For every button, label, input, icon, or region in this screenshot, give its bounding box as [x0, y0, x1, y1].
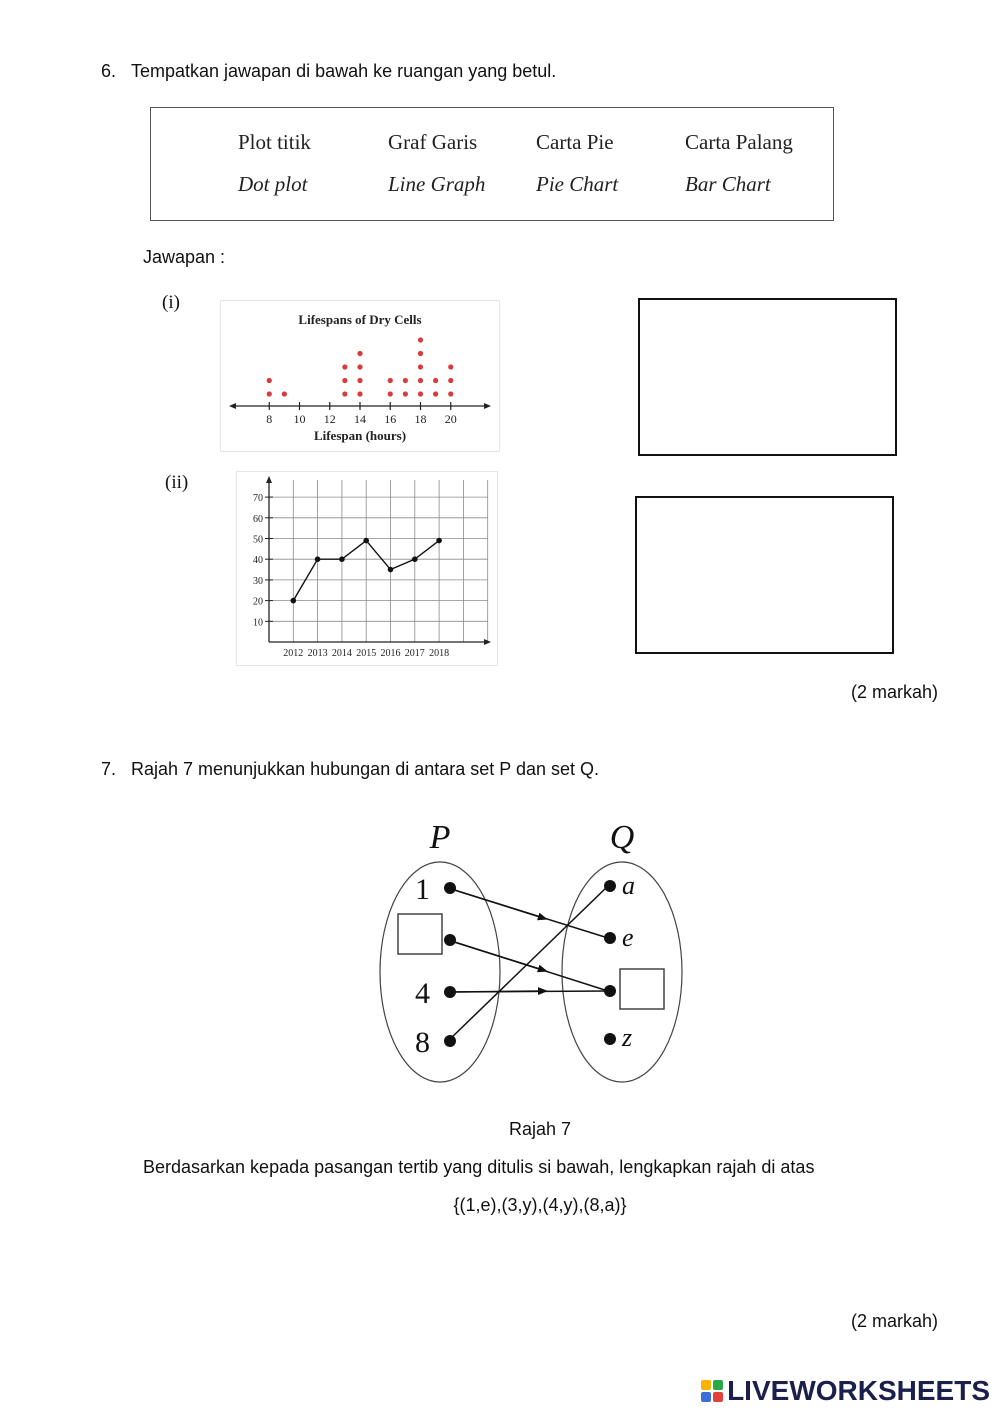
set-p-ellipse: [380, 862, 500, 1082]
y-tick-label: 10: [253, 617, 263, 629]
q-dot-1: [604, 880, 616, 892]
question-number: 6.: [101, 61, 117, 81]
logo-square: [701, 1380, 711, 1390]
p-dot-4: [444, 1035, 456, 1047]
logo-square: [713, 1380, 723, 1390]
x-tick-label: 2016: [380, 648, 401, 659]
dot-plot-figure: [220, 300, 500, 452]
dot-marker: [418, 364, 423, 369]
x-tick-label: 2014: [331, 648, 352, 659]
y-axis-arrow: [266, 476, 272, 483]
dot-marker: [388, 378, 393, 383]
p-element-4: 8: [415, 1026, 430, 1059]
liveworksheets-logo: [701, 1375, 990, 1407]
y-tick-label: 30: [253, 575, 263, 587]
word-bank-english-4[interactable]: Bar Chart: [685, 172, 771, 196]
answer-box-i[interactable]: [638, 298, 897, 456]
x-tick-label: 2015: [356, 648, 377, 659]
p-element-3: 4: [415, 977, 430, 1010]
p-dot-2: [444, 934, 456, 946]
y-tick-label: 40: [253, 555, 263, 567]
q7-marks: (2 markah): [850, 1311, 938, 1331]
part-i-label: (i): [162, 292, 180, 313]
p-dot-1: [444, 882, 456, 894]
dot-marker: [403, 391, 408, 396]
dot-marker: [448, 391, 453, 396]
dot-marker: [357, 378, 362, 383]
logo-icon: [701, 1380, 723, 1402]
dot-marker: [357, 364, 362, 369]
word-bank-malay-4[interactable]: Carta Palang: [685, 130, 793, 154]
q-element-4: z: [622, 1023, 633, 1052]
dot-marker: [448, 364, 453, 369]
x-tick-label: 14: [354, 412, 366, 426]
q-dot-4: [604, 1033, 616, 1045]
question-6-prompt: [101, 61, 556, 82]
dot-marker: [267, 378, 272, 383]
data-point: [363, 538, 369, 544]
dot-marker: [388, 391, 393, 396]
axis-arrow-right: [484, 403, 491, 409]
word-bank-malay-3[interactable]: Carta Pie: [536, 130, 614, 154]
q-dot-2: [604, 932, 616, 944]
chart-title: Lifespans of Dry Cells: [298, 312, 422, 327]
word-bank-box: [150, 107, 834, 221]
question-text: Tempatkan jawapan di bawah ke ruangan yang betul.: [131, 61, 557, 81]
dot-marker: [267, 391, 272, 396]
x-axis-label: Lifespan (hours): [313, 428, 407, 443]
data-point: [291, 598, 297, 604]
dot-marker: [448, 378, 453, 383]
y-tick-label: 50: [253, 534, 263, 546]
dot-marker: [418, 378, 423, 383]
q-dot-3: [604, 985, 616, 997]
dot-marker: [357, 391, 362, 396]
dot-marker: [357, 351, 362, 356]
part-ii-label: (ii): [165, 472, 189, 493]
x-tick-label: 16: [384, 412, 397, 426]
dot-marker: [342, 378, 347, 383]
mapping-arrowhead: [448, 888, 543, 918]
dot-marker: [403, 378, 408, 383]
x-tick-label: 10: [293, 412, 306, 426]
q-element-1: a: [622, 871, 635, 900]
dot-marker: [433, 378, 438, 383]
set-mapping-diagram: [370, 810, 690, 1090]
dot-marker: [418, 337, 423, 342]
word-bank-english-2[interactable]: Line Graph: [388, 172, 486, 196]
q6-marks: (2 markah): [850, 682, 938, 702]
y-tick-label: 60: [253, 513, 263, 525]
x-tick-label: 8: [266, 412, 273, 426]
set-q-label: Q: [609, 819, 635, 856]
q-blank-box[interactable]: [620, 969, 664, 1009]
mapping-arrowhead: [448, 991, 543, 992]
data-point: [388, 567, 394, 573]
word-bank-english-1[interactable]: Dot plot: [238, 172, 308, 196]
dot-marker: [282, 391, 287, 396]
line-graph-figure: [236, 471, 498, 666]
dot-marker: [418, 391, 423, 396]
y-tick-label: 70: [253, 493, 263, 505]
q-element-2: e: [622, 923, 634, 952]
x-tick-label: 12: [323, 412, 336, 426]
line-graph-chart: [237, 472, 497, 665]
set-p-label: P: [429, 819, 451, 856]
dot-marker: [418, 351, 423, 356]
x-tick-label: 2018: [429, 648, 450, 659]
question-text: Rajah 7 menunjukkan hubungan di antara set P dan set Q.: [131, 759, 599, 779]
arrow-diagram: [370, 810, 690, 1090]
data-point: [412, 556, 418, 562]
x-tick-label: 2012: [283, 648, 304, 659]
x-tick-label: 2017: [404, 648, 425, 659]
word-bank-malay-2[interactable]: Graf Garis: [388, 130, 478, 154]
axis-arrow-left: [229, 403, 236, 409]
dot-marker: [342, 391, 347, 396]
data-point: [436, 538, 442, 544]
p-element-1: 1: [415, 873, 430, 906]
x-tick-label: 20: [444, 412, 457, 426]
mapping-arrowhead: [448, 940, 543, 970]
word-bank-malay-1[interactable]: Plot titik: [238, 130, 311, 154]
x-tick-label: 2013: [307, 648, 328, 659]
logo-square: [713, 1392, 723, 1402]
word-bank-english-3[interactable]: Pie Chart: [536, 172, 619, 196]
q7-task-text: Berdasarkan kepada pasangan tertib yang ditulis si bawah, lengkapkan rajah di atas: [143, 1157, 815, 1177]
y-tick-label: 20: [253, 596, 263, 608]
logo-square: [701, 1392, 711, 1402]
logo-text: LIVEWORKSHEETS: [727, 1375, 990, 1406]
figure-caption: Rajah 7: [508, 1119, 572, 1139]
dot-marker: [342, 364, 347, 369]
answer-box-ii[interactable]: [635, 496, 894, 654]
data-point: [339, 556, 345, 562]
data-point: [315, 556, 321, 562]
mapping-line-8-a: [448, 886, 608, 1041]
ordered-pairs: {(1,e),(3,y),(4,y),(8,a)}: [453, 1195, 627, 1215]
question-7-prompt: [101, 759, 599, 780]
x-tick-label: 18: [414, 412, 427, 426]
p-dot-3: [444, 986, 456, 998]
question-number: 7.: [101, 759, 117, 779]
dot-marker: [433, 391, 438, 396]
dot-plot-chart: [221, 301, 499, 451]
answer-label: Jawapan :: [143, 247, 226, 267]
p-blank-box[interactable]: [398, 914, 442, 954]
